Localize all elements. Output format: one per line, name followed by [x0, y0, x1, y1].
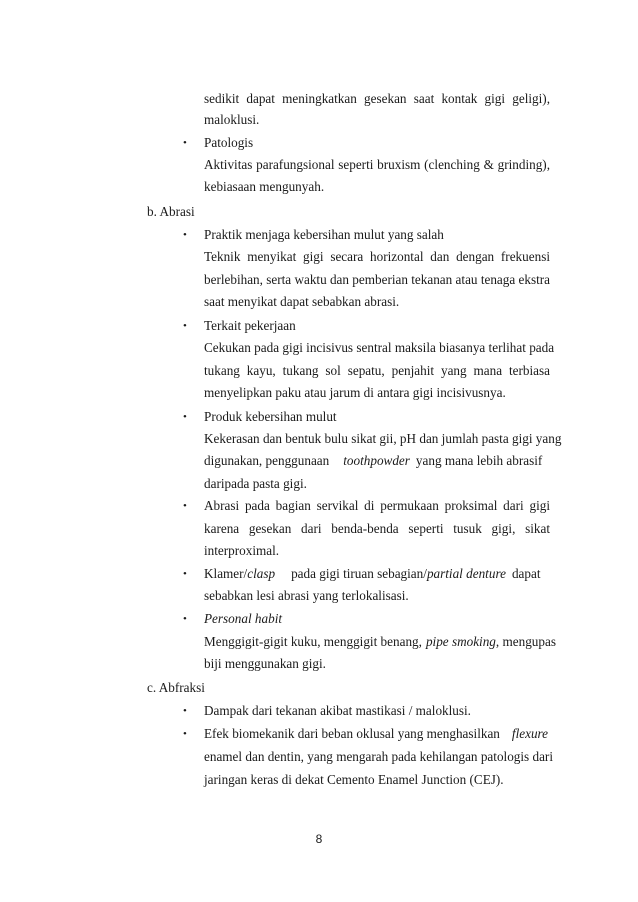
text-line: sebabkan lesi abrasi yang terlokalisasi. [204, 588, 409, 603]
section-heading-abrasi: b. Abrasi [147, 204, 195, 219]
text-line: sedikit dapat meningkatkan gesekan saat kontak gigi geligi), [204, 91, 550, 106]
text-line [204, 452, 550, 470]
text-line: biji menggunakan gigi. [204, 656, 326, 671]
text-line: enamel dan dentin, yang mengarah pada kehilangan patologis dari [204, 749, 553, 764]
bullet-icon: • [183, 705, 187, 717]
text-run-italic: pipe smoking [425, 634, 496, 649]
item-title-abrasi-servikal: Abrasi pada bagian servikal di permukaan proksimal dari gigi [204, 498, 550, 513]
text-run: Efek biomekanik dari beban oklusal yang menghasilkan [204, 726, 500, 741]
item-title-dampak: Dampak dari tekanan akibat mastikasi / maloklusi. [204, 703, 471, 718]
bullet-icon: • [183, 500, 187, 512]
text-line: saat menyikat dapat sebabkan abrasi. [204, 294, 400, 309]
text-line: Aktivitas parafungsional seperti bruxism (clenching & grinding), [204, 157, 550, 172]
text-line: Cekukan pada gigi incisivus sentral maksila biasanya terlihat pada [204, 340, 555, 355]
item-title-patologis: Patologis [204, 135, 254, 150]
text-line: tukang kayu, tukang sol sepatu, penjahit yang mana terbiasa [204, 363, 550, 378]
bullet-icon: • [183, 613, 187, 625]
text-run: dapat [511, 566, 541, 581]
text-line: karena gesekan dari benda-benda seperti tusuk gigi, sikat [204, 521, 550, 536]
text-line: daripada pasta gigi. [204, 476, 307, 491]
item-title-produk: Produk kebersihan mulut [204, 409, 337, 424]
text-run-italic: toothpowder [343, 453, 410, 468]
text-line [204, 633, 556, 651]
text-line: Teknik menyikat gigi secara horizontal dan dengan frekuensi [204, 249, 550, 264]
text-run: Menggigit-gigit kuku, menggigit benang, [204, 634, 422, 649]
text-run-italic: clasp [247, 566, 276, 581]
text-run: digunakan, penggunaan [204, 453, 330, 468]
text-run: yang mana lebih abrasif [415, 453, 543, 468]
text-run: Klamer/ [204, 566, 248, 581]
text-line: berlebihan, serta waktu dan pemberian tekanan atau tenaga ekstra [204, 272, 551, 287]
bullet-icon: • [183, 229, 187, 241]
page-number: 8 [315, 832, 323, 846]
text-line: kebiasaan mengunyah. [204, 179, 325, 194]
text-run: pada gigi tiruan sebagian/ [291, 566, 427, 581]
text-line: interproximal. [204, 543, 280, 558]
item-title-personal-habit: Personal habit [204, 611, 283, 626]
item-title-klamer [204, 565, 541, 583]
text-run-italic: partial denture [426, 566, 506, 581]
text-line: jaringan keras di dekat Cemento Enamel Junction (CEJ). [204, 772, 504, 787]
text-line: maloklusi. [204, 112, 260, 127]
bullet-icon: • [183, 320, 187, 332]
bullet-icon: • [183, 728, 187, 740]
text-line: menyelipkan paku atau jarum di antara gigi incisivusnya. [204, 385, 506, 400]
item-title-terkait: Terkait pekerjaan [204, 318, 296, 333]
section-heading-abfraksi: c. Abfraksi [147, 680, 205, 695]
text-line: Kekerasan dan bentuk bulu sikat gii, pH dan jumlah pasta gigi yang [204, 431, 562, 446]
bullet-icon: • [183, 411, 187, 423]
text-run: , mengupas [495, 634, 556, 649]
bullet-icon: • [183, 568, 187, 580]
text-run-italic: flexure [511, 726, 549, 741]
item-title-praktik: Praktik menjaga kebersihan mulut yang salah [204, 227, 444, 242]
bullet-icon: • [183, 137, 187, 149]
item-title-efek [204, 725, 548, 743]
